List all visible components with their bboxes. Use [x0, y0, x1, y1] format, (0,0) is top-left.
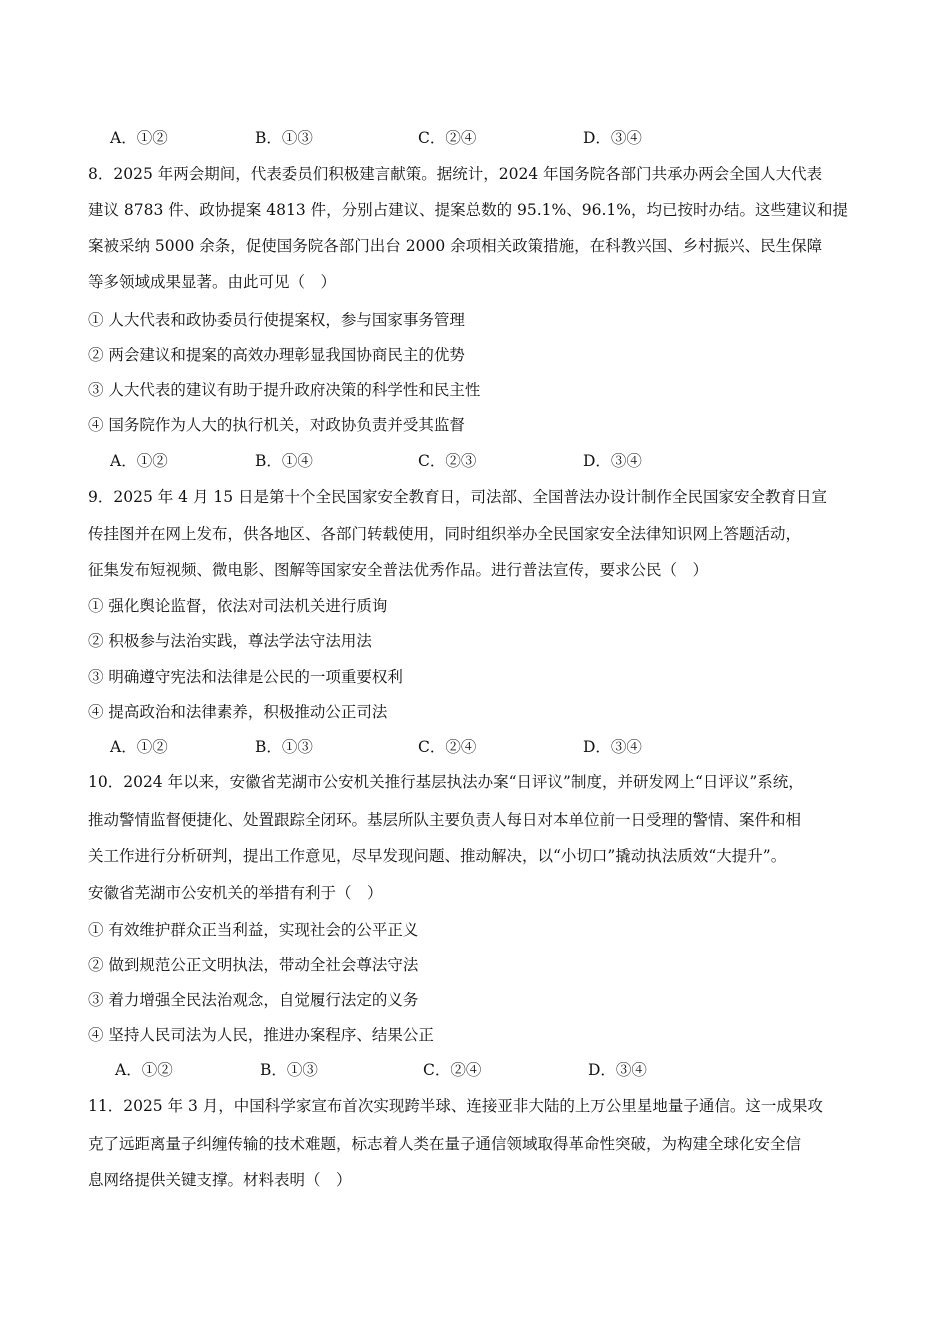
q11-stem-line: 息网络提供关键支撑。材料表明（ ）: [88, 1171, 352, 1189]
q7-option-d[interactable]: D．③④: [583, 129, 642, 147]
q8-item-3: ③ 人大代表的建议有助于提升政府决策的科学性和民主性: [88, 381, 481, 399]
q7-option-b[interactable]: B．①③: [255, 129, 313, 147]
q7-option-c[interactable]: C．②④: [418, 129, 477, 147]
q8-stem-line: 建议 8783 件、政协提案 4813 件，分别占建议、提案总数的 95.1%、96.1%，均已按时办结。这些建议和提: [88, 201, 849, 219]
q9-item-1: ① 强化舆论监督，依法对司法机关进行质询: [88, 597, 388, 615]
q9-stem-line: 传挂图并在网上发布，供各地区、各部门转载使用，同时组织举办全民国家安全法律知识网上答题活动，: [88, 525, 802, 543]
q8-option-a[interactable]: A．①②: [110, 452, 168, 470]
q8-stem-line: 等多领域成果显著。由此可见（ ）: [88, 273, 337, 291]
q10-stem-line: 10．2024 年以来，安徽省芜湖市公安机关推行基层执法办案“日评议”制度，并研发网上“日评议”系统，: [88, 773, 804, 791]
q10-option-d[interactable]: D．③④: [588, 1061, 647, 1079]
q8-option-d[interactable]: D．③④: [583, 452, 642, 470]
q8-item-4: ④ 国务院作为人大的执行机关，对政协负责并受其监督: [88, 416, 465, 434]
q10-item-1: ① 有效维护群众正当利益，实现社会的公平正义: [88, 921, 419, 939]
q9-item-4: ④ 提高政治和法律素养，积极推动公正司法: [88, 703, 388, 721]
q8-stem-line: 案被采纳 5000 余条，促使国务院各部门出台 2000 余项相关政策措施，在科教兴国、乡村振兴、民生保障: [88, 237, 823, 255]
q10-item-2: ② 做到规范公正文明执法，带动全社会尊法守法: [88, 956, 419, 974]
q11-stem-line: 克了远距离量子纠缠传输的技术难题，标志着人类在量子通信领域取得革命性突破，为构建全球化安全信: [88, 1135, 802, 1153]
q9-item-3: ③ 明确遵守宪法和法律是公民的一项重要权利: [88, 668, 403, 686]
q10-stem-line: 关工作进行分析研判，提出工作意见，尽早发现问题、推动解决，以“小切口”撬动执法质效“大提升”。: [88, 847, 787, 865]
q9-option-d[interactable]: D．③④: [583, 738, 642, 756]
q8-options: [110, 451, 730, 471]
q8-stem-line: 8．2025 年两会期间，代表委员们积极建言献策。据统计，2024 年国务院各部门共承办两会全国人大代表: [88, 165, 823, 183]
q7-options: [110, 128, 730, 148]
q10-option-a[interactable]: A．①②: [115, 1061, 173, 1079]
q9-options: [110, 737, 730, 757]
q9-option-b[interactable]: B．①③: [255, 738, 313, 756]
q10-item-3: ③ 着力增强全民法治观念，自觉履行法定的义务: [88, 991, 419, 1009]
q7-option-a[interactable]: A．①②: [110, 129, 168, 147]
q10-stem-line: 安徽省芜湖市公安机关的举措有利于（ ）: [88, 884, 383, 902]
q9-item-2: ② 积极参与法治实践，尊法学法守法用法: [88, 632, 372, 650]
q9-option-a[interactable]: A．①②: [110, 738, 168, 756]
q8-item-2: ② 两会建议和提案的高效办理彰显我国协商民主的优势: [88, 346, 465, 364]
q8-option-c[interactable]: C．②③: [418, 452, 477, 470]
q10-stem-line: 推动警情监督便捷化、处置跟踪全闭环。基层所队主要负责人每日对本单位前一日受理的警情、案件和相: [88, 811, 802, 829]
q10-item-4: ④ 坚持人民司法为人民，推进办案程序、结果公正: [88, 1026, 434, 1044]
q10-option-b[interactable]: B．①③: [260, 1061, 318, 1079]
q9-stem-line: 9．2025 年 4 月 15 日是第十个全民国家安全教育日，司法部、全国普法办设计制作全民国家安全教育日宣: [88, 488, 828, 506]
q9-stem-line: 征集发布短视频、微电影、图解等国家安全普法优秀作品。进行普法宣传，要求公民（ ）: [88, 561, 709, 579]
q8-option-b[interactable]: B．①④: [255, 452, 313, 470]
q10-option-c[interactable]: C．②④: [423, 1061, 482, 1079]
q10-options: [115, 1060, 735, 1080]
q9-option-c[interactable]: C．②④: [418, 738, 477, 756]
q8-item-1: ① 人大代表和政协委员行使提案权，参与国家事务管理: [88, 311, 465, 329]
q11-stem-line: 11．2025 年 3 月，中国科学家宣布首次实现跨半球、连接亚非大陆的上万公里星地量子通信。这一成果攻: [88, 1097, 823, 1115]
